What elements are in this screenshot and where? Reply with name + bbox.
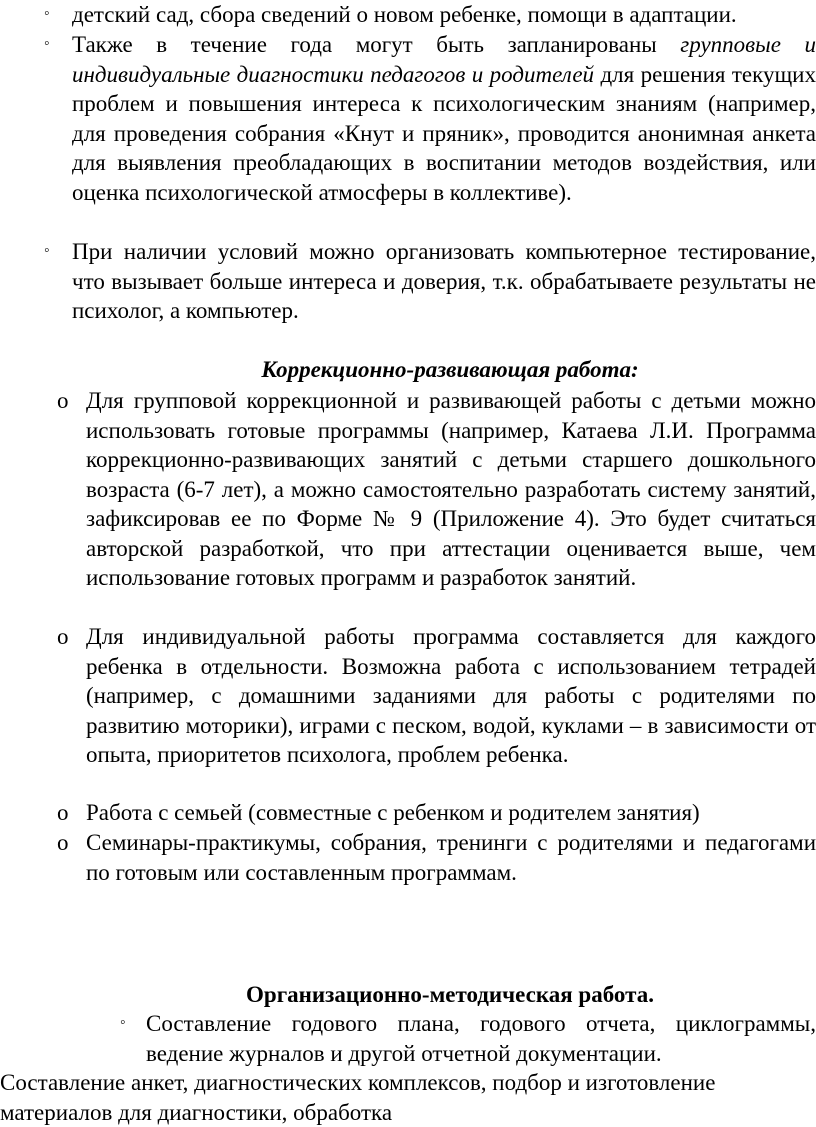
section-heading: Организационно-методическая работа.	[246, 982, 654, 1007]
paragraph: Составление анкет, диагностических комплексов, подбор и изготовление материалов для диагностики, обработка	[0, 1070, 716, 1125]
list-item	[72, 237, 816, 326]
list-bullet: o	[57, 388, 69, 413]
list-item-text: Также в течение года могут быть запланированы	[72, 32, 681, 57]
list-bullet: ◦	[44, 5, 50, 22]
list-bullet: ◦	[44, 242, 50, 259]
list-item: Составление годового плана, годового отчета, циклограммы, ведение журналов и другой отчетной документации.	[146, 1011, 816, 1066]
list-item-text: При наличии условий можно организовать компьютерное тестирование, что вызывает больше интереса и доверия, т.к. обрабатываете результаты не психолог, а компьютер.	[72, 239, 816, 323]
section-heading: Коррекционно-развивающая работа:	[261, 357, 639, 382]
list-item: Для индивидуальной работы программа составляется для каждого ребенка в отдельности. Возможна работа с использованием тетрадей (например, с домашними заданиями для работы с родителями по развитию моторики), играми с песком, водой, куклами – в зависимости от опыта, приоритетов психолога, проблем ребенка.	[86, 624, 816, 767]
list-item: Для групповой коррекционной и развивающей работы с детьми можно использовать готовые программы (например, Катаева Л.И. Программа коррекционно-развивающих занятий с детьми старшего дошкольного возраста (6-7 лет), а можно самостоятельно разработать систему занятий, зафиксировав ее по Форме № 9 (Приложение 4). Это будет считаться авторской разработкой, что при аттестации оценивается выше, чем использование готовых программ и разработок занятий.	[86, 388, 816, 590]
emphasis-text: групповые и индивидуальные диагностики педагогов и родителей	[72, 32, 816, 87]
list-item-text: для решения текущих проблем и повышения интереса к психологическим знаниям (например, для проведения собрания «Кнут и пряник», проводится анонимная анкета для выявления преобладающих в воспитании методов воздействия, или оценка психологической атмосферы в коллективе).	[72, 61, 816, 205]
list-bullet: ◦	[44, 35, 50, 52]
list-bullet: o	[57, 800, 69, 825]
list-bullet: o	[57, 830, 69, 855]
list-bullet: ◦	[120, 1014, 126, 1031]
list-item	[72, 0, 816, 30]
list-item	[72, 30, 816, 207]
list-item: Семинары-практикумы, собрания, тренинги с родителями и педагогами по готовым или составленным программам.	[86, 830, 816, 885]
list-item: Работа с семьей (совместные с ребенком и родителем занятия)	[86, 800, 700, 825]
list-item-text: детский сад, сбора сведений о новом ребенке, помощи в адаптации.	[72, 2, 737, 27]
list-bullet: o	[57, 624, 69, 649]
